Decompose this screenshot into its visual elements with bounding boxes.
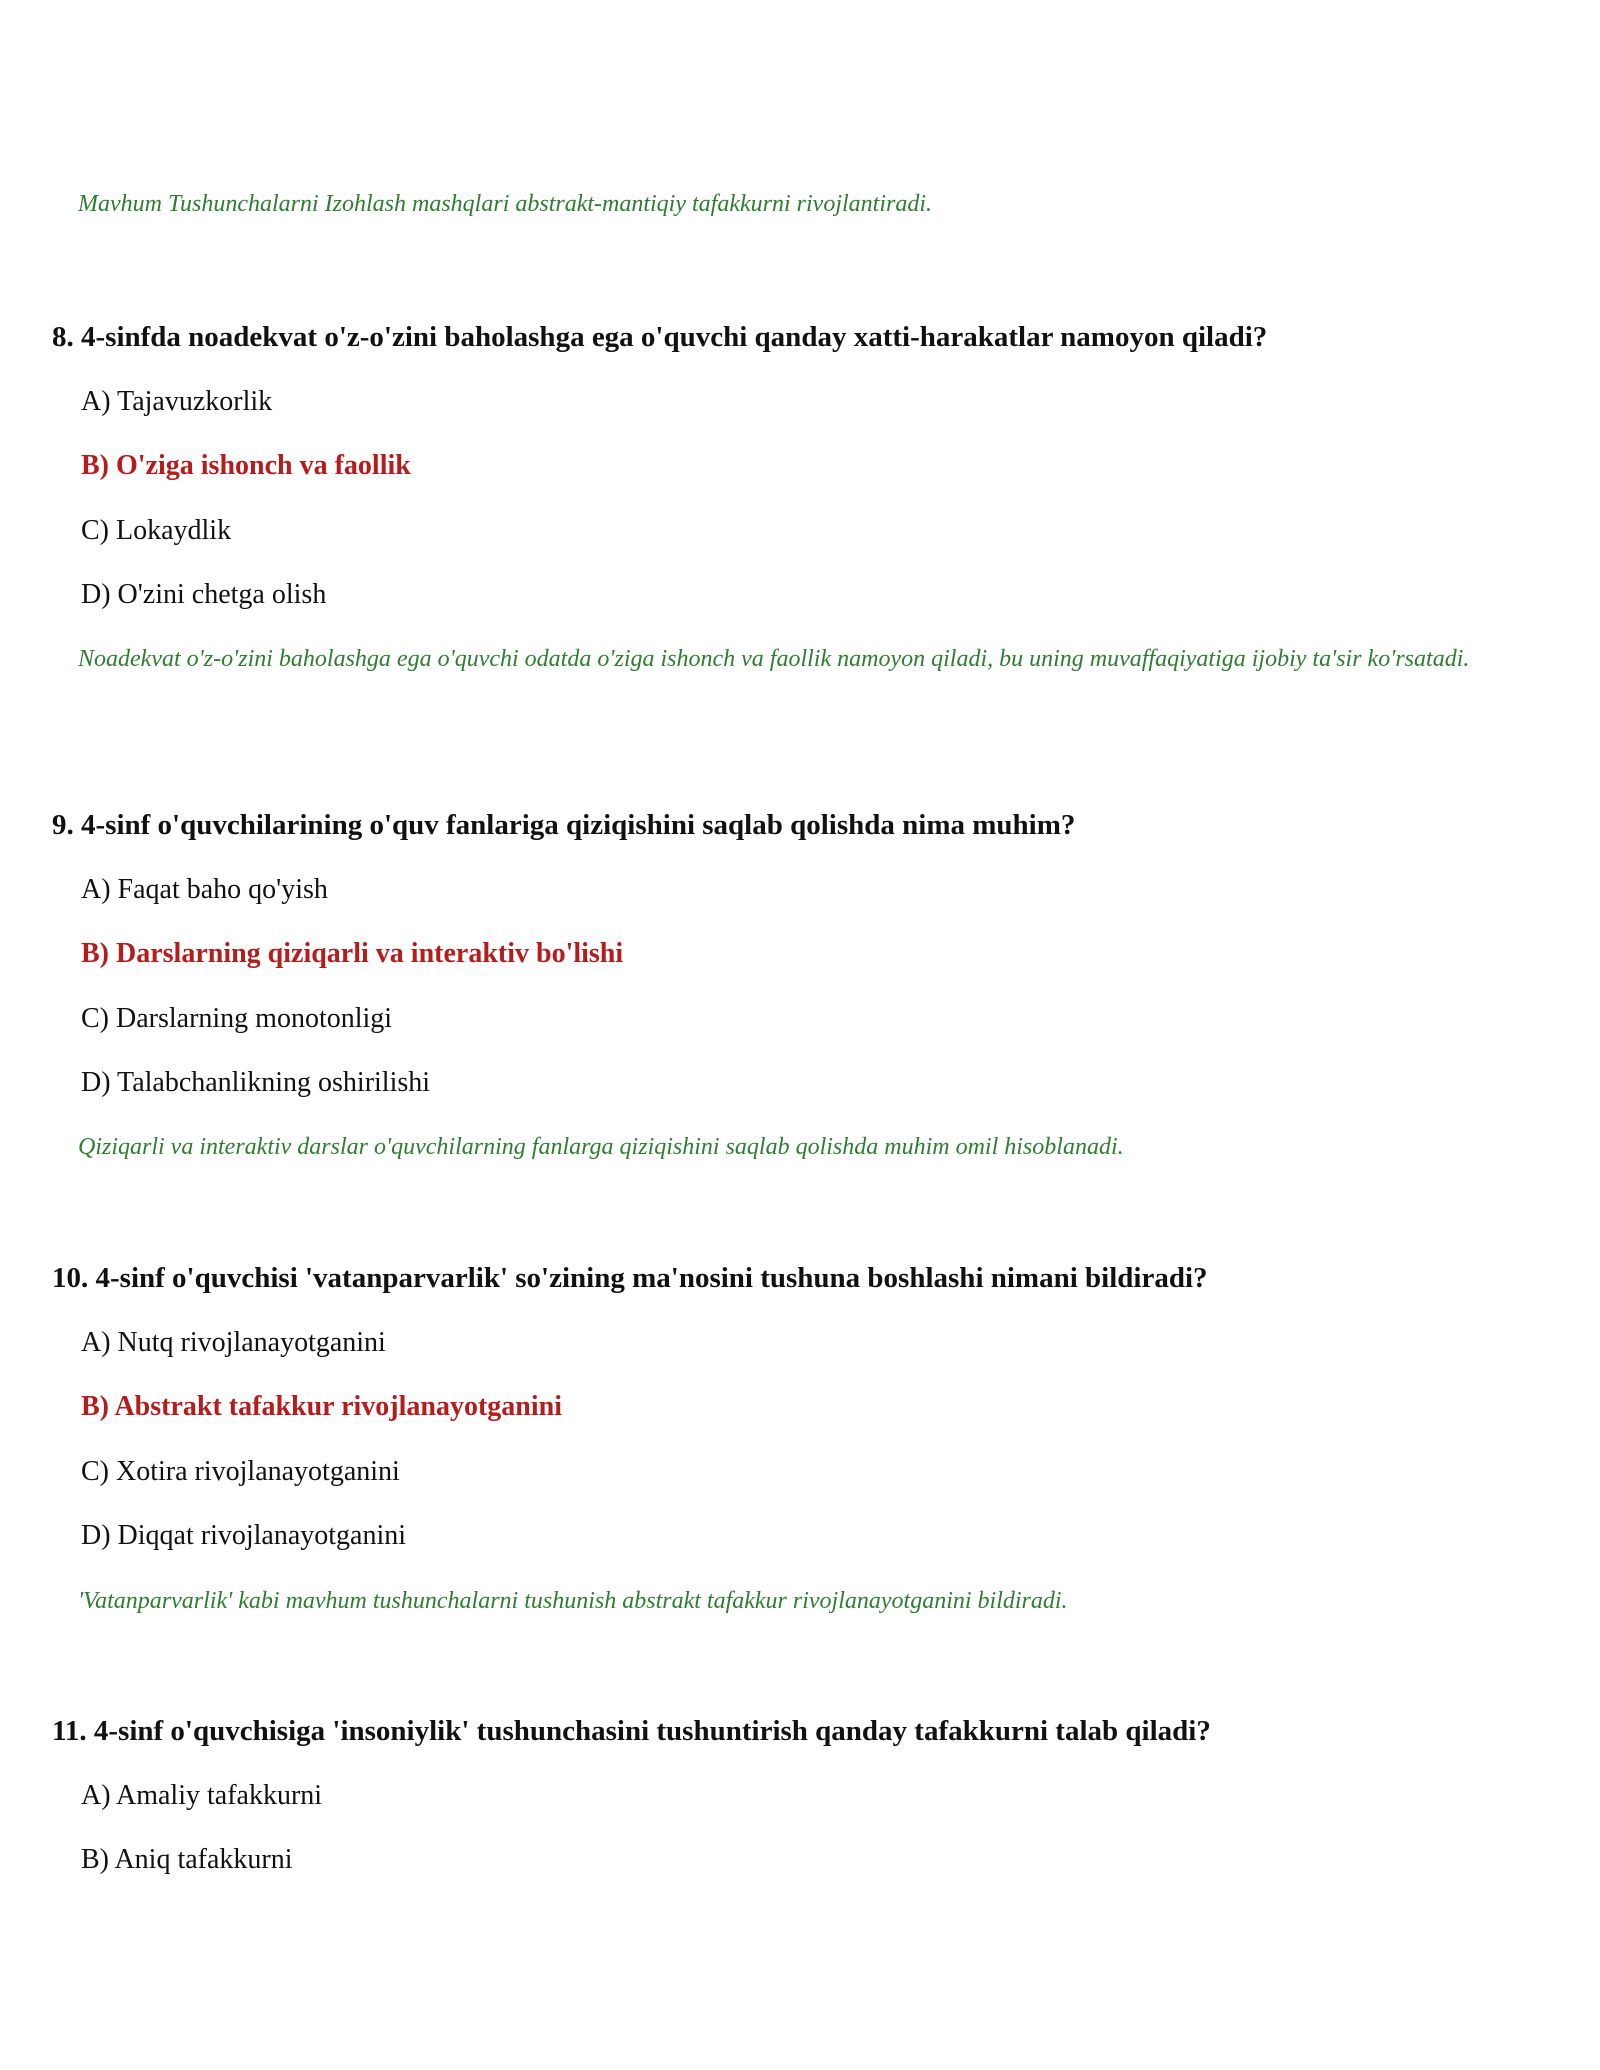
question-10-option-a: A) Nutq rivojlanayotganini: [81, 1327, 386, 1358]
question-8-explanation: Noadekvat o'z-o'zini baholashga ega o'quvchi odatda o'ziga ishonch va faollik namoyon qiladi, bu uning muvaffaqiyatiga ijobiy ta'sir ko'rsatadi.: [78, 646, 1470, 672]
question-9-explanation: Qiziqarli va interaktiv darslar o'quvchilarning fanlarga qiziqishini saqlab qolishda muhim omil hisoblanadi.: [78, 1134, 1124, 1160]
question-10-explanation: 'Vatanparvarlik' kabi mavhum tushunchalarni tushunish abstrakt tafakkur rivojlanayotganini bildiradi.: [78, 1588, 1068, 1614]
explanation-previous: Mavhum Tushunchalarni Izohlash mashqlari abstrakt-mantiqiy tafakkurni rivojlantiradi.: [78, 191, 932, 217]
question-10-option-c: C) Xotira rivojlanayotganini: [81, 1456, 400, 1487]
question-11-option-a: A) Amaliy tafakkurni: [81, 1780, 323, 1811]
question-9-option-b-correct: B) Darslarning qiziqarli va interaktiv bo'lishi: [81, 938, 624, 969]
question-8-option-b-correct: B) O'ziga ishonch va faollik: [81, 450, 411, 481]
question-9-option-c: C) Darslarning monotonligi: [81, 1003, 393, 1034]
question-10-option-b-correct: B) Abstrakt tafakkur rivojlanayotganini: [81, 1391, 562, 1422]
question-8-option-d: D) O'zini chetga olish: [81, 579, 327, 610]
question-9-option-a: A) Faqat baho qo'yish: [81, 874, 328, 905]
question-11-option-b: B) Aniq tafakkurni: [81, 1844, 293, 1875]
question-9-text: 9. 4-sinf o'quvchilarining o'quv fanlariga qiziqishini saqlab qolishda nima muhim?: [52, 809, 1076, 841]
question-10-option-d: D) Diqqat rivojlanayotganini: [81, 1520, 407, 1551]
question-9-option-d: D) Talabchanlikning oshirilishi: [81, 1067, 431, 1098]
question-10-text: 10. 4-sinf o'quvchisi 'vatanparvarlik' so'zining ma'nosini tushuna boshlashi nimani bildiradi?: [52, 1262, 1208, 1294]
question-11-text: 11. 4-sinf o'quvchisiga 'insoniylik' tushunchasini tushuntirish qanday tafakkurni talab qiladi?: [52, 1715, 1211, 1747]
question-8-option-a: A) Tajavuzkorlik: [81, 386, 273, 417]
question-8-text: 8. 4-sinfda noadekvat o'z-o'zini baholashga ega o'quvchi qanday xatti-harakatlar namoyon qiladi?: [52, 321, 1268, 353]
question-8-option-c: C) Lokaydlik: [81, 515, 232, 546]
